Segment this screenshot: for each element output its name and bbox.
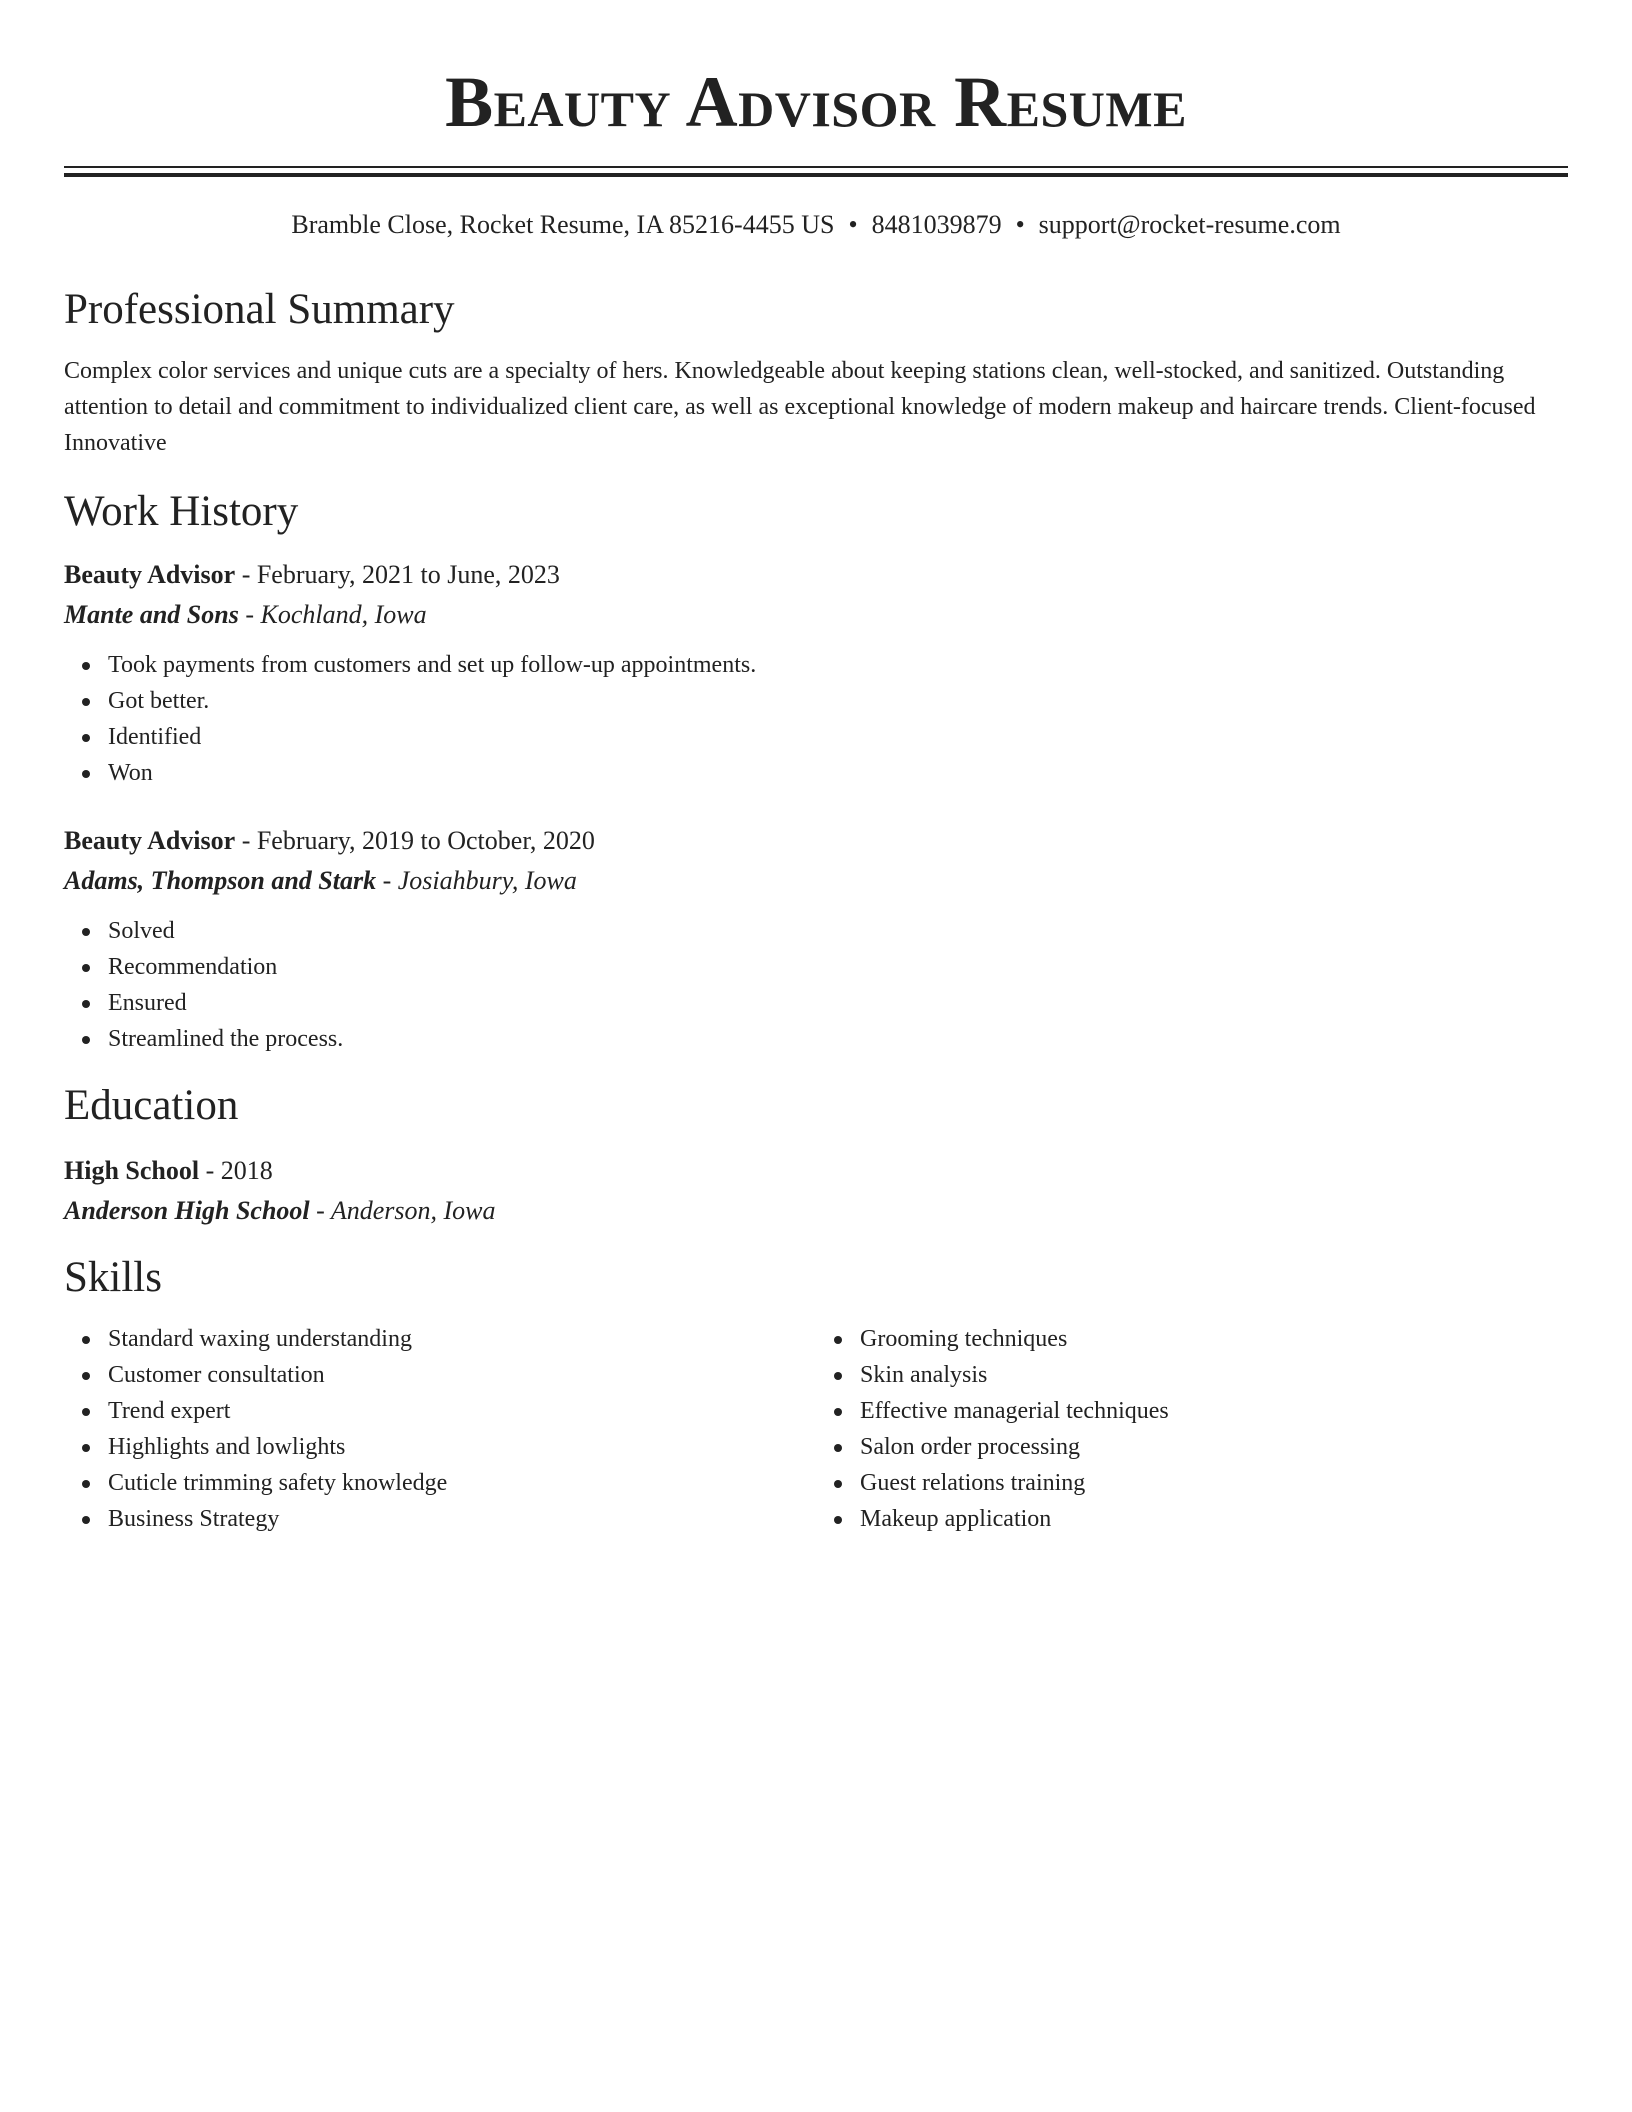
- skills-list-left: [64, 1321, 816, 1537]
- education-year: - 2018: [199, 1156, 273, 1185]
- job-bullet-list: [64, 647, 1568, 791]
- job-title-line: [64, 557, 1568, 593]
- education-school-line: [64, 1193, 1568, 1229]
- skills-list-right: [816, 1321, 1568, 1537]
- contact-email: support@rocket-resume.com: [1038, 210, 1341, 239]
- contact-line: [64, 207, 1568, 243]
- job-company: Adams, Thompson and Stark: [64, 866, 377, 895]
- job-bullet: Solved: [108, 913, 1568, 949]
- education-degree-line: [64, 1153, 1568, 1189]
- job-bullet: Got better.: [108, 683, 1568, 719]
- skill-item: Business Strategy: [108, 1501, 816, 1537]
- skill-item: Customer consultation: [108, 1357, 816, 1393]
- education-location: - Anderson, Iowa: [309, 1196, 496, 1225]
- job-bullet: Won: [108, 755, 1568, 791]
- education-school: Anderson High School: [64, 1196, 310, 1225]
- skill-item: Salon order processing: [860, 1429, 1568, 1465]
- contact-separator: •: [1015, 210, 1025, 239]
- skill-item: Grooming techniques: [860, 1321, 1568, 1357]
- job-title-line: [64, 823, 1568, 859]
- header-divider-thick: [64, 173, 1568, 177]
- job-entry: [64, 823, 1568, 1057]
- work-history-section: [64, 485, 1568, 1057]
- education-degree: High School: [64, 1156, 200, 1185]
- contact-phone: 8481039879: [871, 210, 1002, 239]
- skill-item: Makeup application: [860, 1501, 1568, 1537]
- section-heading-skills: Skills: [64, 1254, 162, 1301]
- job-location: - Josiahbury, Iowa: [376, 866, 577, 895]
- section-heading-education: Education: [64, 1082, 239, 1129]
- job-entry: [64, 557, 1568, 791]
- summary-text: Complex color services and unique cuts are a specialty of hers. Knowledgeable about keeping stations clean, well-stocked, and sanitized. Outstanding attention to detail and commitment to individualized client care, as well as exceptional knowledge of modern makeup and haircare trends. Client-focused Innovative: [64, 358, 1536, 456]
- header-divider-thin: [64, 166, 1568, 168]
- skills-columns: [64, 1321, 1568, 1537]
- job-company-line: [64, 863, 1568, 899]
- job-bullet: Took payments from customers and set up follow-up appointments.: [108, 647, 1568, 683]
- education-entry: [64, 1153, 1568, 1229]
- job-bullet: Streamlined the process.: [108, 1021, 1568, 1057]
- professional-summary-section: [64, 283, 1568, 461]
- skill-item: Guest relations training: [860, 1465, 1568, 1501]
- section-heading-work: Work History: [64, 488, 299, 535]
- job-role: Beauty Advisor: [64, 826, 236, 855]
- skill-item: Highlights and lowlights: [108, 1429, 816, 1465]
- job-bullet-list: [64, 913, 1568, 1057]
- job-dates: - February, 2019 to October, 2020: [235, 826, 595, 855]
- job-bullet: Identified: [108, 719, 1568, 755]
- section-heading-summary: Professional Summary: [64, 286, 455, 333]
- contact-address: Bramble Close, Rocket Resume, IA 85216-4455 US: [291, 210, 835, 239]
- resume-title: Beauty Advisor Resume: [445, 62, 1187, 142]
- job-company-line: [64, 597, 1568, 633]
- job-role: Beauty Advisor: [64, 560, 236, 589]
- skill-item: Cuticle trimming safety knowledge: [108, 1465, 816, 1501]
- education-section: [64, 1079, 1568, 1229]
- job-location: - Kochland, Iowa: [238, 600, 427, 629]
- skill-item: Standard waxing understanding: [108, 1321, 816, 1357]
- skill-item: Trend expert: [108, 1393, 816, 1429]
- job-bullet: Ensured: [108, 985, 1568, 1021]
- contact-separator: •: [848, 210, 858, 239]
- job-dates: - February, 2021 to June, 2023: [235, 560, 560, 589]
- skill-item: Effective managerial techniques: [860, 1393, 1568, 1429]
- skills-section: [64, 1251, 1568, 1537]
- job-bullet: Recommendation: [108, 949, 1568, 985]
- skill-item: Skin analysis: [860, 1357, 1568, 1393]
- job-company: Mante and Sons: [64, 600, 239, 629]
